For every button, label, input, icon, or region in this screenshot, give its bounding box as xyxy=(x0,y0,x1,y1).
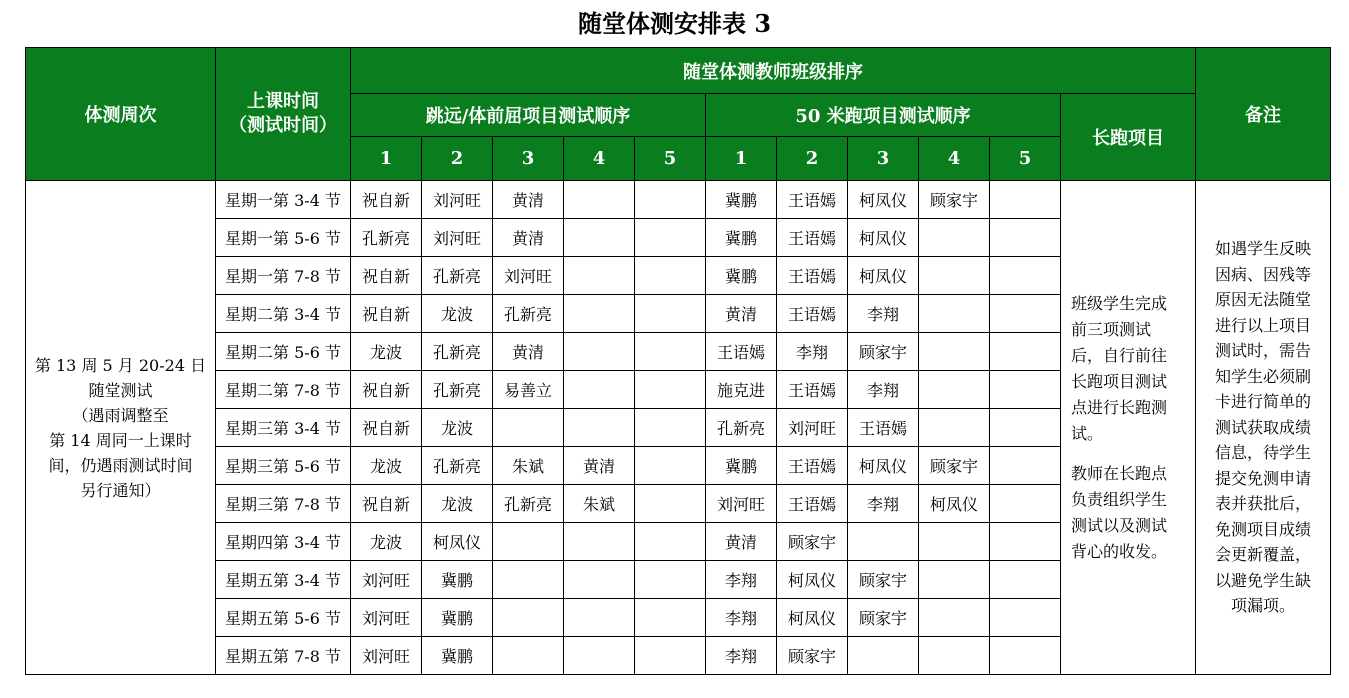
jump-teacher-cell xyxy=(564,409,635,447)
run50-teacher-cell: 王语嫣 xyxy=(706,333,777,371)
jump-teacher-cell xyxy=(564,257,635,295)
week-cell xyxy=(26,181,216,675)
remark-line: 进行以上项目 xyxy=(1215,315,1312,335)
jump-teacher-cell xyxy=(493,409,564,447)
long-run-line: 负责组织学生 xyxy=(1071,489,1168,509)
header-jump-num: 3 xyxy=(493,137,564,181)
run50-teacher-cell xyxy=(990,257,1061,295)
run50-teacher-cell: 孔新亮 xyxy=(706,409,777,447)
run50-teacher-cell xyxy=(990,295,1061,333)
header-jump-num: 2 xyxy=(422,137,493,181)
time-slot-cell: 星期三第 3-4 节 xyxy=(216,409,351,447)
jump-teacher-cell: 冀鹏 xyxy=(422,599,493,637)
remark-line: 如遇学生反映 xyxy=(1215,239,1312,259)
jump-teacher-cell: 冀鹏 xyxy=(422,637,493,675)
run50-teacher-cell: 冀鹏 xyxy=(706,447,777,485)
jump-teacher-cell: 黄清 xyxy=(564,447,635,485)
jump-teacher-cell: 朱斌 xyxy=(564,485,635,523)
jump-teacher-cell: 孔新亮 xyxy=(493,295,564,333)
jump-teacher-cell: 柯凤仪 xyxy=(422,523,493,561)
week-line: 另行通知） xyxy=(80,480,161,500)
jump-teacher-cell: 祝自新 xyxy=(351,409,422,447)
run50-teacher-cell: 黄清 xyxy=(706,523,777,561)
run50-teacher-cell xyxy=(990,333,1061,371)
time-slot-cell: 星期一第 3-4 节 xyxy=(216,181,351,219)
jump-teacher-cell: 刘河旺 xyxy=(493,257,564,295)
run50-teacher-cell xyxy=(990,371,1061,409)
run50-teacher-cell: 顾家宇 xyxy=(777,523,848,561)
run50-teacher-cell: 施克进 xyxy=(706,371,777,409)
jump-teacher-cell xyxy=(635,485,706,523)
jump-teacher-cell xyxy=(635,257,706,295)
jump-teacher-cell: 孔新亮 xyxy=(422,447,493,485)
jump-teacher-cell: 祝自新 xyxy=(351,371,422,409)
header-jump-num: 4 xyxy=(564,137,635,181)
run50-teacher-cell: 顾家宇 xyxy=(848,333,919,371)
jump-teacher-cell xyxy=(635,333,706,371)
time-slot-cell: 星期五第 3-4 节 xyxy=(216,561,351,599)
jump-teacher-cell xyxy=(635,523,706,561)
header-remark: 备注 xyxy=(1196,48,1331,181)
run50-teacher-cell: 李翔 xyxy=(848,485,919,523)
run50-teacher-cell: 顾家宇 xyxy=(919,447,990,485)
jump-teacher-cell: 刘河旺 xyxy=(422,219,493,257)
jump-teacher-cell xyxy=(564,181,635,219)
jump-teacher-cell: 朱斌 xyxy=(493,447,564,485)
jump-teacher-cell xyxy=(493,561,564,599)
run50-teacher-cell: 柯凤仪 xyxy=(777,561,848,599)
run50-teacher-cell: 顾家宇 xyxy=(848,561,919,599)
week-line: 随堂测试 xyxy=(88,380,153,400)
header-jump-num: 1 xyxy=(351,137,422,181)
run50-teacher-cell: 李翔 xyxy=(706,599,777,637)
jump-teacher-cell xyxy=(635,599,706,637)
run50-teacher-cell xyxy=(990,219,1061,257)
jump-teacher-cell xyxy=(635,637,706,675)
run50-teacher-cell: 黄清 xyxy=(706,295,777,333)
remark-line: 卡进行简单的 xyxy=(1215,392,1312,412)
jump-teacher-cell: 龙波 xyxy=(351,333,422,371)
remark-line: 测试时，需告 xyxy=(1215,341,1312,361)
week-line: （遇雨调整至 xyxy=(72,405,169,425)
header-time-line2: （测试时间） xyxy=(229,115,337,136)
run50-teacher-cell xyxy=(919,295,990,333)
long-run-line: 班级学生完成 xyxy=(1071,293,1168,313)
header-jump-num: 5 xyxy=(635,137,706,181)
run50-teacher-cell: 柯凤仪 xyxy=(919,485,990,523)
long-run-line: 试。 xyxy=(1071,423,1104,443)
long-run-note xyxy=(1061,181,1196,675)
remark-line: 测试获取成绩 xyxy=(1215,417,1312,437)
jump-teacher-cell xyxy=(564,219,635,257)
run50-teacher-cell xyxy=(990,181,1061,219)
run50-teacher-cell xyxy=(990,447,1061,485)
time-slot-cell: 星期二第 3-4 节 xyxy=(216,295,351,333)
run50-teacher-cell: 王语嫣 xyxy=(777,181,848,219)
remark-line: 提交免测申请 xyxy=(1215,468,1312,488)
run50-teacher-cell: 柯凤仪 xyxy=(848,181,919,219)
remark-line: 表并获批后， xyxy=(1215,494,1312,514)
run50-teacher-cell xyxy=(990,409,1061,447)
run50-teacher-cell: 冀鹏 xyxy=(706,219,777,257)
run50-teacher-cell xyxy=(990,599,1061,637)
header-run-num: 1 xyxy=(706,137,777,181)
time-slot-cell: 星期二第 5-6 节 xyxy=(216,333,351,371)
jump-teacher-cell: 易善立 xyxy=(493,371,564,409)
jump-teacher-cell xyxy=(635,219,706,257)
long-run-line: 点进行长跑测 xyxy=(1071,397,1168,417)
header-run-num: 2 xyxy=(777,137,848,181)
jump-teacher-cell xyxy=(564,295,635,333)
long-run-line: 后，自行前往 xyxy=(1071,345,1168,365)
jump-teacher-cell: 黄清 xyxy=(493,181,564,219)
run50-teacher-cell: 柯凤仪 xyxy=(848,447,919,485)
header-group: 随堂体测教师班级排序 xyxy=(351,48,1196,94)
run50-teacher-cell: 王语嫣 xyxy=(777,257,848,295)
jump-teacher-cell: 孔新亮 xyxy=(422,371,493,409)
run50-teacher-cell xyxy=(919,523,990,561)
header-run-num: 4 xyxy=(919,137,990,181)
header-run-num: 3 xyxy=(848,137,919,181)
jump-teacher-cell xyxy=(564,523,635,561)
week-line: 第 13 周 5 月 20-24 日 xyxy=(34,355,207,375)
time-slot-cell: 星期五第 7-8 节 xyxy=(216,637,351,675)
time-slot-cell: 星期三第 5-6 节 xyxy=(216,447,351,485)
remark-line: 因病、因残等 xyxy=(1215,264,1312,284)
run50-teacher-cell xyxy=(919,599,990,637)
run50-teacher-cell: 王语嫣 xyxy=(777,447,848,485)
jump-teacher-cell xyxy=(635,295,706,333)
run50-teacher-cell xyxy=(848,523,919,561)
time-slot-cell: 星期四第 3-4 节 xyxy=(216,523,351,561)
jump-teacher-cell: 祝自新 xyxy=(351,485,422,523)
table-row xyxy=(26,181,1331,219)
remark-line: 知学生必须刷 xyxy=(1215,366,1312,386)
jump-teacher-cell: 龙波 xyxy=(422,409,493,447)
run50-teacher-cell: 李翔 xyxy=(706,637,777,675)
remark-line: 原因无法随堂 xyxy=(1215,290,1312,310)
jump-teacher-cell: 龙波 xyxy=(422,295,493,333)
run50-teacher-cell: 刘河旺 xyxy=(706,485,777,523)
jump-teacher-cell: 龙波 xyxy=(351,447,422,485)
long-run-line: 前三项测试 xyxy=(1071,319,1152,339)
jump-teacher-cell: 冀鹏 xyxy=(422,561,493,599)
run50-teacher-cell: 刘河旺 xyxy=(777,409,848,447)
run50-teacher-cell xyxy=(919,257,990,295)
long-run-paragraph xyxy=(1071,461,1185,565)
run50-teacher-cell: 柯凤仪 xyxy=(848,219,919,257)
jump-teacher-cell xyxy=(493,599,564,637)
jump-teacher-cell: 孔新亮 xyxy=(493,485,564,523)
run50-teacher-cell xyxy=(990,523,1061,561)
run50-teacher-cell xyxy=(919,561,990,599)
jump-teacher-cell: 刘河旺 xyxy=(351,561,422,599)
page-title: 随堂体测安排表 3 xyxy=(577,9,772,38)
run50-teacher-cell xyxy=(990,561,1061,599)
long-run-line: 长跑项目测试 xyxy=(1071,371,1168,391)
run50-teacher-cell: 冀鹏 xyxy=(706,181,777,219)
run50-teacher-cell: 王语嫣 xyxy=(777,295,848,333)
run50-teacher-cell: 冀鹏 xyxy=(706,257,777,295)
jump-teacher-cell xyxy=(635,371,706,409)
jump-teacher-cell: 孔新亮 xyxy=(422,257,493,295)
run50-teacher-cell xyxy=(919,219,990,257)
jump-teacher-cell: 刘河旺 xyxy=(351,637,422,675)
run50-teacher-cell: 柯凤仪 xyxy=(777,599,848,637)
remark-line: 会更新覆盖， xyxy=(1215,545,1312,565)
jump-teacher-cell: 黄清 xyxy=(493,219,564,257)
schedule-table xyxy=(25,47,1331,675)
run50-teacher-cell: 柯凤仪 xyxy=(848,257,919,295)
jump-teacher-cell xyxy=(493,523,564,561)
jump-teacher-cell xyxy=(635,181,706,219)
long-run-line: 背心的收发。 xyxy=(1071,541,1168,561)
jump-teacher-cell: 孔新亮 xyxy=(422,333,493,371)
jump-teacher-cell: 祝自新 xyxy=(351,295,422,333)
jump-teacher-cell: 祝自新 xyxy=(351,257,422,295)
jump-teacher-cell: 孔新亮 xyxy=(351,219,422,257)
header-run50-group: 50 米跑项目测试顺序 xyxy=(706,94,1061,137)
jump-teacher-cell xyxy=(493,637,564,675)
jump-teacher-cell xyxy=(564,333,635,371)
jump-teacher-cell: 龙波 xyxy=(351,523,422,561)
jump-teacher-cell: 黄清 xyxy=(493,333,564,371)
run50-teacher-cell: 顾家宇 xyxy=(919,181,990,219)
header-long-run: 长跑项目 xyxy=(1061,94,1196,181)
jump-teacher-cell: 刘河旺 xyxy=(422,181,493,219)
run50-teacher-cell: 李翔 xyxy=(777,333,848,371)
run50-teacher-cell xyxy=(848,637,919,675)
time-slot-cell: 星期三第 7-8 节 xyxy=(216,485,351,523)
run50-teacher-cell xyxy=(990,485,1061,523)
time-slot-cell: 星期二第 7-8 节 xyxy=(216,371,351,409)
run50-teacher-cell: 王语嫣 xyxy=(777,371,848,409)
jump-teacher-cell xyxy=(564,371,635,409)
jump-teacher-cell: 刘河旺 xyxy=(351,599,422,637)
jump-teacher-cell xyxy=(564,599,635,637)
remark-line: 以避免学生缺 xyxy=(1215,570,1312,590)
header-week: 体测周次 xyxy=(26,48,216,181)
remark-line: 免测项目成绩 xyxy=(1215,519,1312,539)
run50-teacher-cell: 李翔 xyxy=(848,295,919,333)
header-jump-group: 跳远/体前屈项目测试顺序 xyxy=(351,94,706,137)
jump-teacher-cell xyxy=(564,637,635,675)
run50-teacher-cell: 王语嫣 xyxy=(777,219,848,257)
run50-teacher-cell xyxy=(919,637,990,675)
run50-teacher-cell: 李翔 xyxy=(706,561,777,599)
header-time-line1: 上课时间 xyxy=(247,91,319,112)
time-slot-cell: 星期五第 5-6 节 xyxy=(216,599,351,637)
remark-note xyxy=(1196,181,1331,675)
long-run-line: 教师在长跑点 xyxy=(1071,463,1168,483)
jump-teacher-cell xyxy=(564,561,635,599)
run50-teacher-cell: 王语嫣 xyxy=(777,485,848,523)
time-slot-cell: 星期一第 5-6 节 xyxy=(216,219,351,257)
header-time xyxy=(216,48,351,181)
run50-teacher-cell xyxy=(919,409,990,447)
jump-teacher-cell xyxy=(635,409,706,447)
run50-teacher-cell: 顾家宇 xyxy=(848,599,919,637)
jump-teacher-cell xyxy=(635,447,706,485)
run50-teacher-cell xyxy=(919,333,990,371)
jump-teacher-cell: 龙波 xyxy=(422,485,493,523)
long-run-line: 测试以及测试 xyxy=(1071,515,1168,535)
header-run-num: 5 xyxy=(990,137,1061,181)
run50-teacher-cell: 王语嫣 xyxy=(848,409,919,447)
remark-line: 信息，待学生 xyxy=(1215,443,1312,463)
jump-teacher-cell: 祝自新 xyxy=(351,181,422,219)
run50-teacher-cell: 顾家宇 xyxy=(777,637,848,675)
week-line: 第 14 周同一上课时 xyxy=(49,430,192,450)
run50-teacher-cell xyxy=(990,637,1061,675)
long-run-paragraph xyxy=(1071,291,1185,447)
jump-teacher-cell xyxy=(635,561,706,599)
time-slot-cell: 星期一第 7-8 节 xyxy=(216,257,351,295)
week-line: 间，仍遇雨测试时间 xyxy=(48,455,193,475)
run50-teacher-cell xyxy=(919,371,990,409)
remark-line: 项漏项。 xyxy=(1231,596,1296,616)
run50-teacher-cell: 李翔 xyxy=(848,371,919,409)
